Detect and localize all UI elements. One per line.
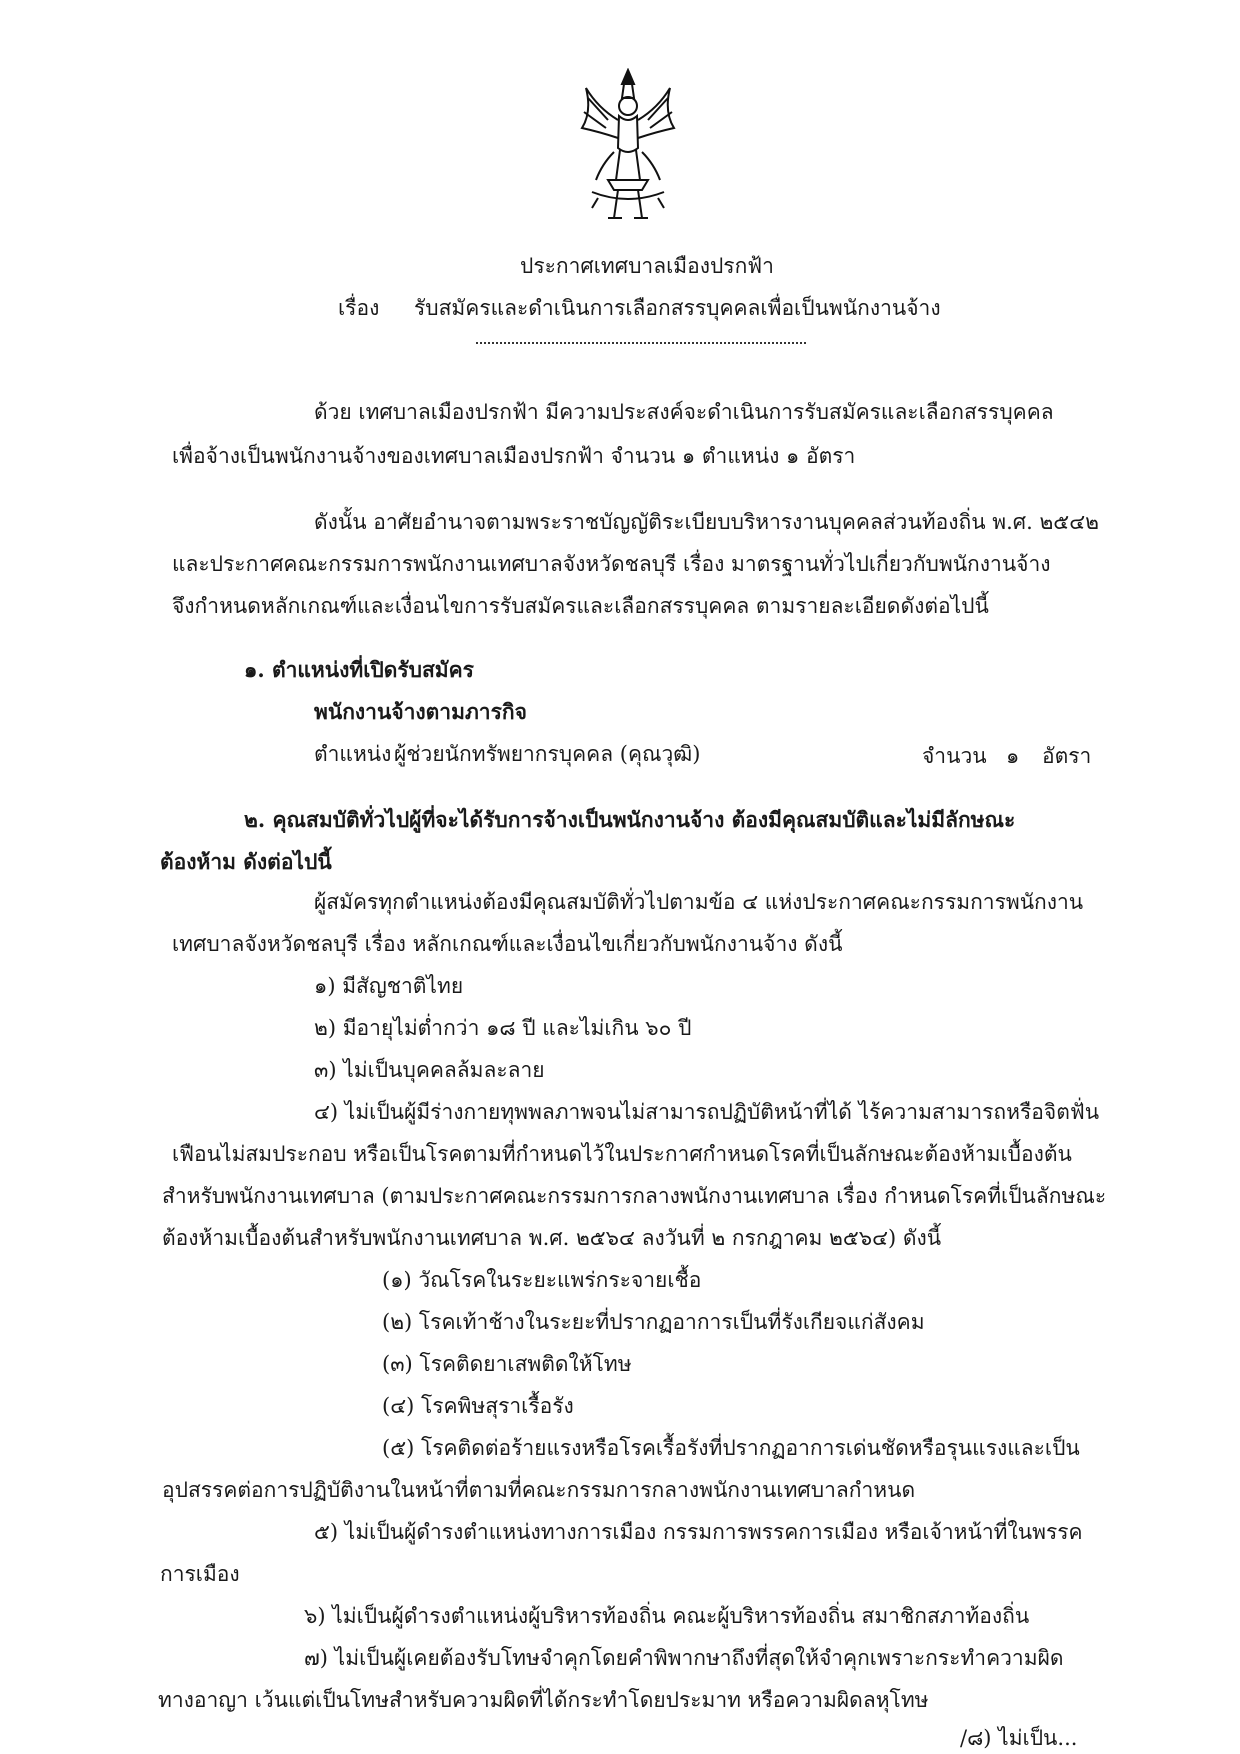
qualification-2: ๒) มีอายุไม่ต่ำกว่า ๑๘ ปี และไม่เกิน ๖๐ ปี <box>314 1016 692 1040</box>
authority-line-1: ดังนั้น อาศัยอำนาจตามพระราชบัญญัติระเบียบบริหารงานบุคคลส่วนท้องถิ่น พ.ศ. ๒๕๔๒ <box>314 510 1099 534</box>
qualification-6: ๖) ไม่เป็นผู้ดำรงตำแหน่งผู้บริหารท้องถิ่น คณะผู้บริหารท้องถิ่น สมาชิกสภาท้องถิ่น <box>304 1604 1030 1628</box>
disease-4: (๔) โรคพิษสุราเรื้อรัง <box>382 1394 574 1418</box>
authority-line-2: และประกาศคณะกรรมการพนักงานเทศบาลจังหวัดชลบุรี เรื่อง มาตรฐานทั่วไปเกี่ยวกับพนักงานจ้าง <box>172 552 1051 576</box>
intro-line-1: ด้วย เทศบาลเมืองปรกฟ้า มีความประสงค์จะดำเนินการรับสมัครและเลือกสรรบุคคล <box>314 400 1054 424</box>
continuation-marker: /๘) ไม่เป็น... <box>960 1726 1078 1750</box>
employment-type: พนักงานจ้างตามภารกิจ <box>314 699 527 724</box>
garuda-emblem-icon <box>578 68 678 233</box>
qualification-3: ๓) ไม่เป็นบุคคลล้มละลาย <box>314 1058 545 1082</box>
qualification-7-line-1: ๗) ไม่เป็นผู้เคยต้องรับโทษจำคุกโดยคำพิพากษาถึงที่สุดให้จำคุกเพราะกระทำความผิด <box>304 1646 1064 1670</box>
announcement-title: ประกาศเทศบาลเมืองปรกฟ้า <box>520 254 774 278</box>
intro-line-2: เพื่อจ้างเป็นพนักงานจ้างของเทศบาลเมืองปรกฟ้า จำนวน ๑ ตำแหน่ง ๑ อัตรา <box>172 444 856 468</box>
subject-text: รับสมัครและดำเนินการเลือกสรรบุคคลเพื่อเป็นพนักงานจ้าง <box>414 296 941 320</box>
section-2-intro-line-1: ผู้สมัครทุกตำแหน่งต้องมีคุณสมบัติทั่วไปตามข้อ ๔ แห่งประกาศคณะกรรมการพนักงาน <box>314 890 1084 914</box>
qualification-4-line-4: ต้องห้ามเบื้องต้นสำหรับพนักงานเทศบาล พ.ศ. ๒๕๖๔ ลงวันที่ ๒ กรกฎาคม ๒๕๖๔) ดังนี้ <box>162 1226 942 1250</box>
qualification-5-line-2: การเมือง <box>160 1562 240 1586</box>
subject-label: เรื่อง <box>338 296 380 320</box>
qualification-7-line-2: ทางอาญา เว้นแต่เป็นโทษสำหรับความผิดที่ได้กระทำโดยประมาท หรือความผิดลหุโทษ <box>158 1688 929 1712</box>
count-value: ๑ <box>1006 744 1020 768</box>
position-label: ตำแหน่ง <box>314 742 392 766</box>
count-label: จำนวน <box>922 744 987 768</box>
title-divider <box>476 342 806 344</box>
section-2-heading-line-1: ๒. คุณสมบัติทั่วไปผู้ที่จะได้รับการจ้างเป็นพนักงานจ้าง ต้องมีคุณสมบัติและไม่มีลักษณะ <box>244 807 1016 832</box>
position-name: ผู้ช่วยนักทรัพยากรบุคคล (คุณวุฒิ) <box>394 742 701 766</box>
authority-line-3: จึงกำหนดหลักเกณฑ์และเงื่อนไขการรับสมัครและเลือกสรรบุคคล ตามรายละเอียดดังต่อไปนี้ <box>172 594 989 618</box>
qualification-4-line-1: ๔) ไม่เป็นผู้มีร่างกายทุพพลภาพจนไม่สามารถปฏิบัติหน้าที่ได้ ไร้ความสามารถหรือจิตฟั่น <box>314 1100 1100 1124</box>
disease-2: (๒) โรคเท้าช้างในระยะที่ปรากฏอาการเป็นที่รังเกียจแก่สังคม <box>382 1310 925 1334</box>
qualification-1: ๑) มีสัญชาติไทย <box>314 974 464 998</box>
qualification-4-line-3: สำหรับพนักงานเทศบาล (ตามประกาศคณะกรรมการกลางพนักงานเทศบาล เรื่อง กำหนดโรคที่เป็นลักษณะ <box>162 1184 1107 1208</box>
qualification-5-line-1: ๕) ไม่เป็นผู้ดำรงตำแหน่งทางการเมือง กรรมการพรรคการเมือง หรือเจ้าหน้าที่ในพรรค <box>314 1520 1083 1544</box>
count-unit: อัตรา <box>1042 744 1092 768</box>
qualification-4-line-2: เฟือนไม่สมประกอบ หรือเป็นโรคตามที่กำหนดไว้ในประกาศกำหนดโรคที่เป็นลักษณะต้องห้ามเบื้องต้น <box>172 1142 1072 1166</box>
disease-1: (๑) วัณโรคในระยะแพร่กระจายเชื้อ <box>382 1268 702 1292</box>
disease-5-line-2: อุปสรรคต่อการปฏิบัติงานในหน้าที่ตามที่คณะกรรมการกลางพนักงานเทศบาลกำหนด <box>162 1478 916 1502</box>
disease-3: (๓) โรคติดยาเสพติดให้โทษ <box>382 1352 632 1376</box>
disease-5-line-1: (๕) โรคติดต่อร้ายแรงหรือโรคเรื้อรังที่ปรากฏอาการเด่นชัดหรือรุนแรงและเป็น <box>382 1436 1080 1460</box>
section-2-intro-line-2: เทศบาลจังหวัดชลบุรี เรื่อง หลักเกณฑ์และเงื่อนไขเกี่ยวกับพนักงานจ้าง ดังนี้ <box>172 932 843 956</box>
section-1-heading: ๑. ตำแหน่งที่เปิดรับสมัคร <box>244 657 474 682</box>
section-2-heading-line-2: ต้องห้าม ดังต่อไปนี้ <box>160 849 332 874</box>
